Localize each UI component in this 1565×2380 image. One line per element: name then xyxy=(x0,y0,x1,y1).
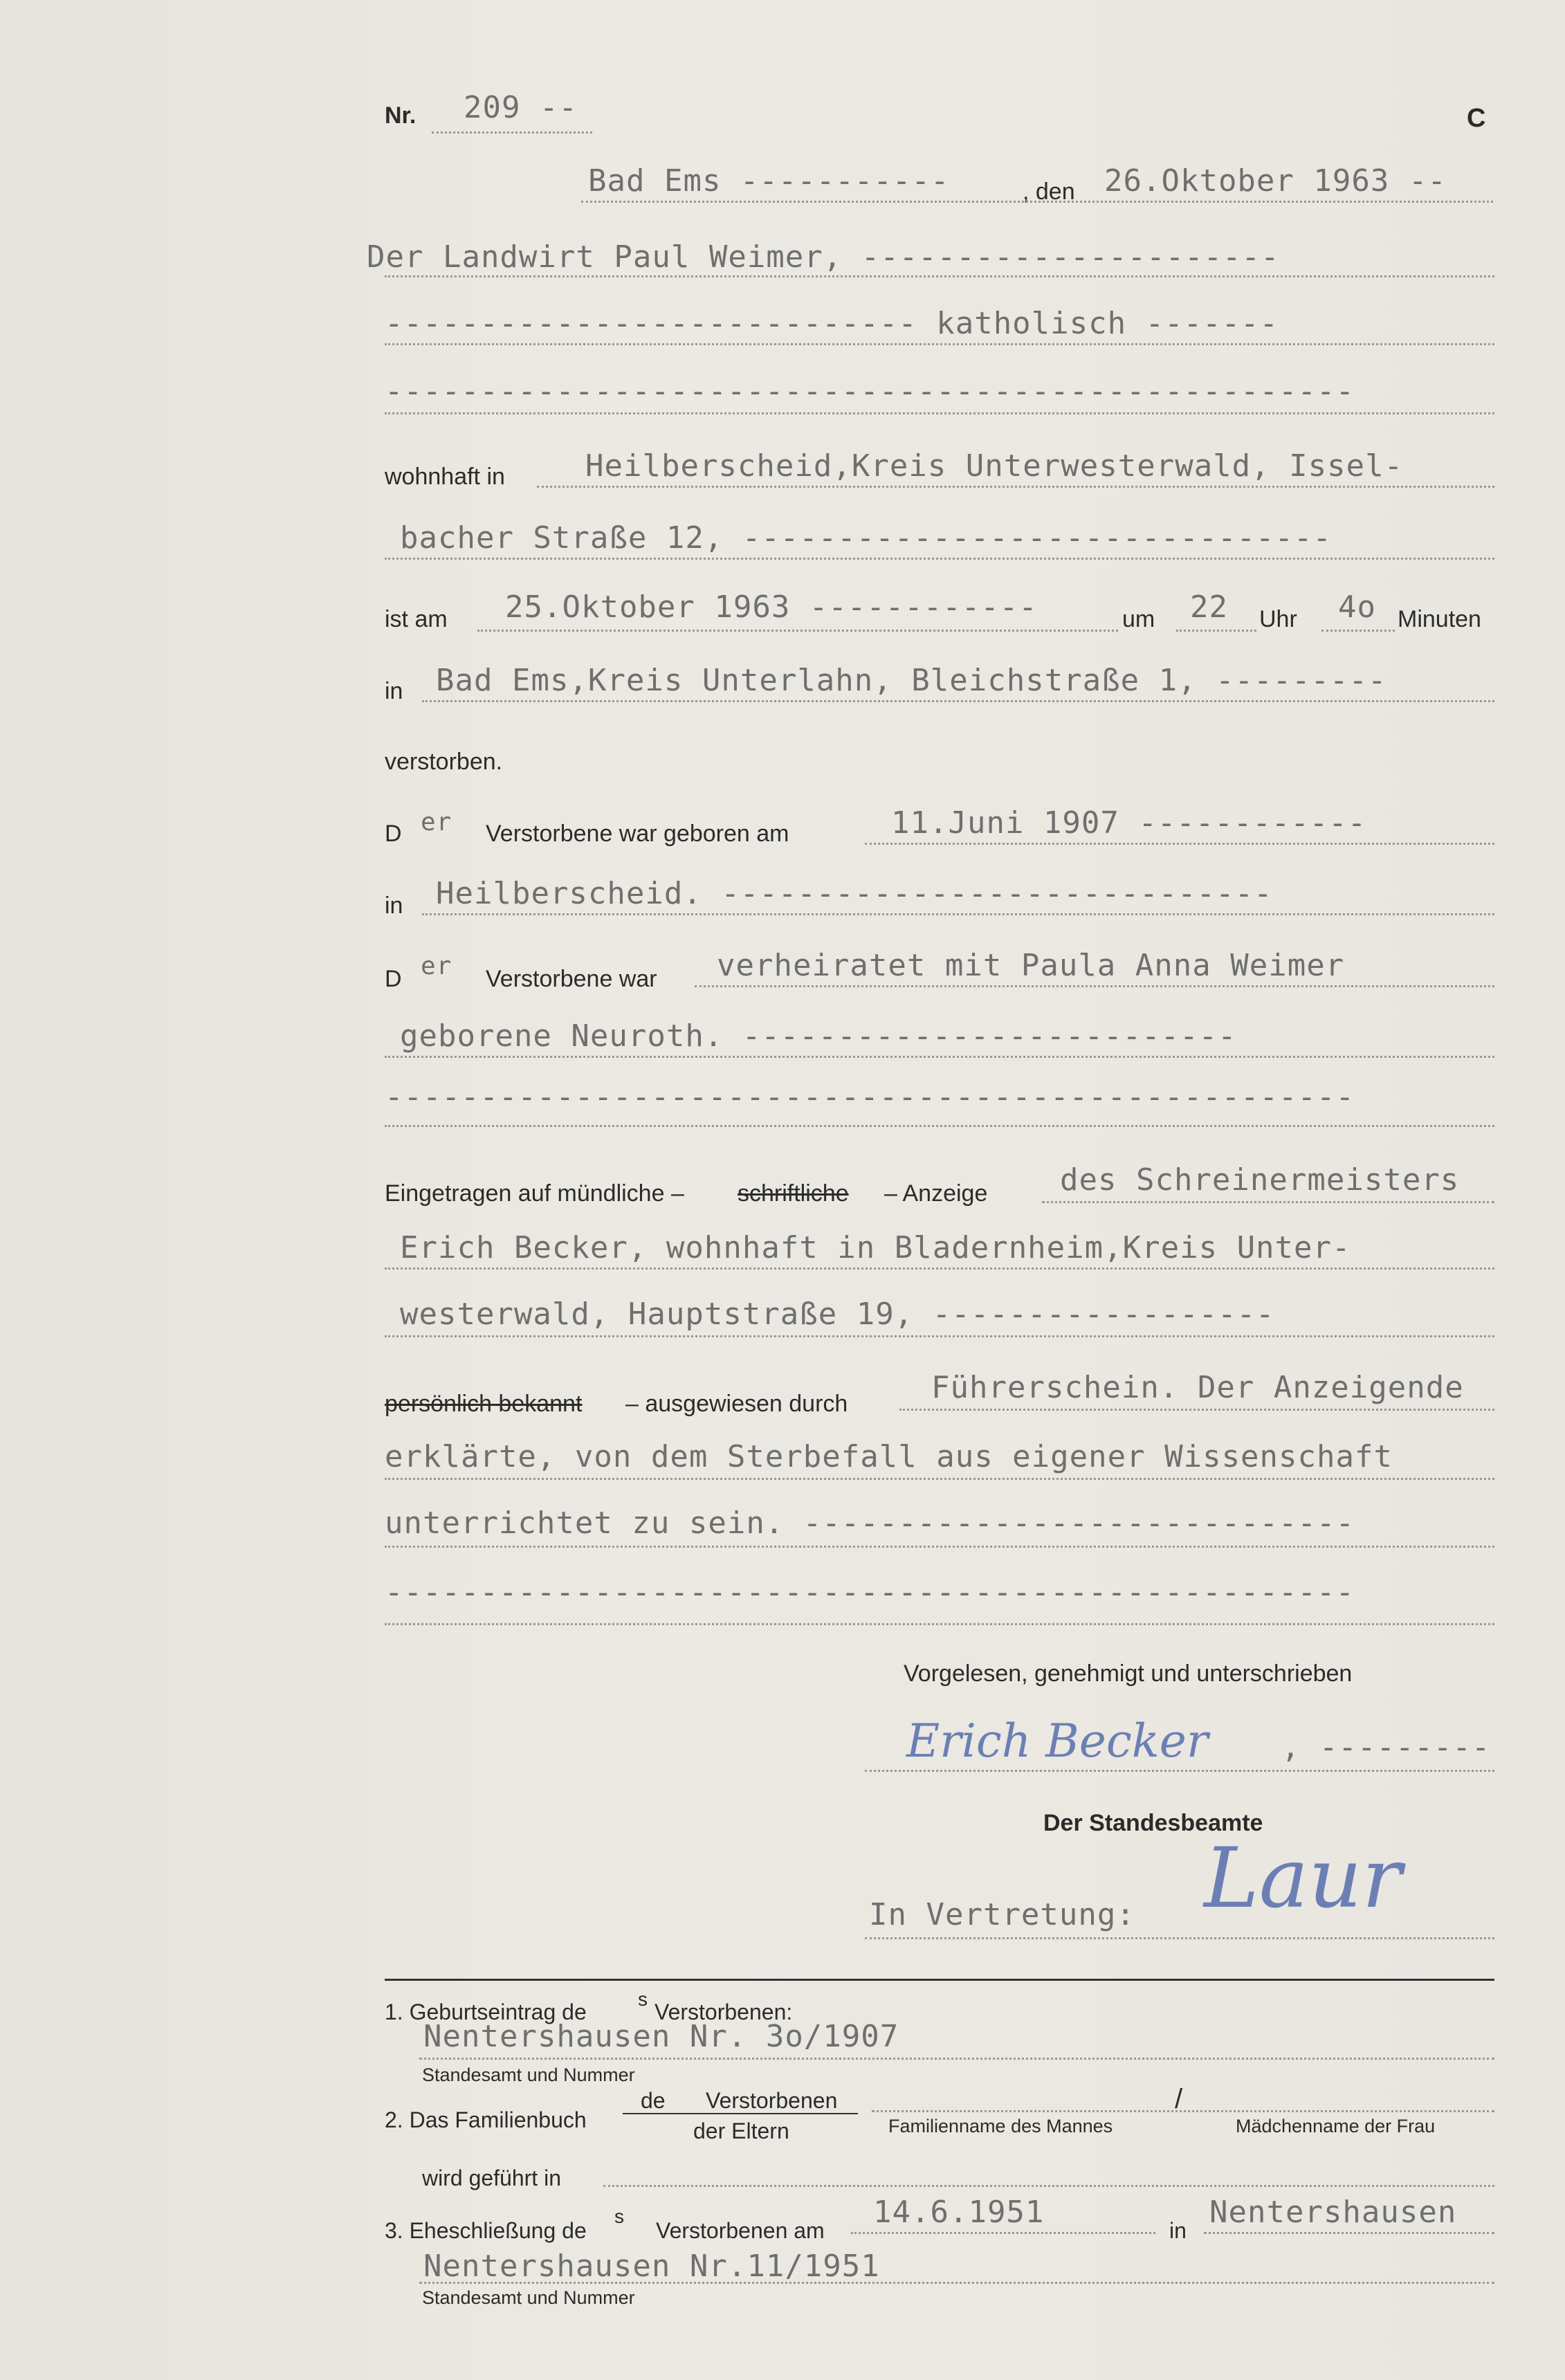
standesamt-label-2: Standesamt und Nummer xyxy=(422,2287,635,2308)
familienname-label: Familienname des Mannes xyxy=(888,2116,1113,2136)
marriage-line-2: geborene Neuroth. -------------------------- xyxy=(400,1018,1237,1054)
informant-signature: Erich Becker xyxy=(906,1714,1209,1768)
report-dotline-6 xyxy=(385,1546,1494,1548)
nr-dotline xyxy=(432,131,592,134)
ident-strike: persönlich bekannt xyxy=(385,1391,583,1417)
report-line-1: des Schreinermeisters xyxy=(1060,1162,1460,1198)
birth-place: Heilberscheid. ----------------------------- xyxy=(436,876,1273,911)
item2-fraction-line xyxy=(623,2113,858,2114)
report-line-6: unterrichtet zu sein. ----------------------------- xyxy=(385,1505,1355,1541)
item1-value: Nentershausen Nr. 3o/1907 xyxy=(423,2019,899,2054)
nr-label: Nr. xyxy=(385,102,417,129)
death-place: Bad Ems,Kreis Unterlahn, Bleichstraße 1, --------- xyxy=(436,663,1387,698)
marriage-line-1: verheiratet mit Paula Anna Weimer xyxy=(717,948,1345,983)
item3-label: 3. Eheschließung de xyxy=(385,2218,587,2243)
report-label-a: Eingetragen auf mündliche – xyxy=(385,1180,684,1207)
residence-line-1: Heilberscheid,Kreis Unterwesterwald, Issel- xyxy=(585,448,1404,484)
item2-top: Verstorbenen xyxy=(706,2088,838,2113)
item1-suffix: Verstorbenen: xyxy=(655,1999,793,2024)
birth-date-dotline xyxy=(865,843,1494,845)
report-line-7: --------------------------------------------------- xyxy=(385,1575,1355,1610)
gefuehrt-label: wird geführt in xyxy=(422,2166,561,2190)
birth-place-dotline xyxy=(422,913,1494,915)
footer-rule xyxy=(385,1979,1494,1981)
registrar-signature: Laur xyxy=(1204,1831,1402,1927)
item2-dotline xyxy=(872,2110,1494,2112)
death-date-dotline xyxy=(477,630,1118,632)
hour-dotline xyxy=(1176,630,1256,632)
deputy-label: In Vertretung: xyxy=(869,1897,1135,1932)
item3-suffix: Verstorbenen am xyxy=(656,2218,825,2243)
maedchenname-label: Mädchenname der Frau xyxy=(1236,2116,1436,2136)
minuten-label: Minuten xyxy=(1398,606,1481,632)
item3-date-dotline xyxy=(851,2232,1155,2234)
report-dotline-2 xyxy=(385,1267,1494,1270)
person-dotline-2 xyxy=(385,343,1494,345)
death-minutes: 4o xyxy=(1338,589,1376,625)
death-hour: 22 xyxy=(1190,589,1228,625)
person-dotline-3 xyxy=(385,412,1494,414)
report-dotline-1 xyxy=(1042,1201,1494,1203)
person-dotline-1 xyxy=(385,275,1494,277)
deputy-dotline xyxy=(865,1937,1494,1939)
den-label: , den xyxy=(1023,178,1075,205)
signature-dotline xyxy=(865,1770,1494,1772)
standesamt-label-1: Standesamt und Nummer xyxy=(422,2065,635,2085)
residence-line-2: bacher Straße 12, ------------------------------- xyxy=(400,520,1333,556)
item1-label: 1. Geburtseintrag de xyxy=(385,1999,587,2024)
residence-dotline-1 xyxy=(537,486,1494,488)
item2-bottom: der Eltern xyxy=(693,2118,789,2143)
birth-in-label: in xyxy=(385,892,403,919)
item2-slash: / xyxy=(1175,2084,1183,2114)
report-dotline-3 xyxy=(385,1335,1494,1337)
report-line-2: Erich Becker, wohnhaft in Bladernheim,Kreis Unter- xyxy=(400,1230,1351,1265)
marriage-dotline-1 xyxy=(695,985,1494,987)
residence-dotline-2 xyxy=(385,558,1494,560)
read-approved-label: Vorgelesen, genehmigt und unterschrieben xyxy=(904,1660,1353,1687)
item2-top-prefix: de xyxy=(641,2088,666,2113)
um-label: um xyxy=(1122,606,1155,632)
item3-dotline xyxy=(419,2282,1494,2284)
report-dotline-7 xyxy=(385,1623,1494,1625)
item3-sup: s xyxy=(614,2206,624,2227)
marriage-dotline-3 xyxy=(385,1125,1494,1127)
birth-er: er xyxy=(421,808,452,836)
marriage-er: er xyxy=(421,952,452,980)
uhr-label: Uhr xyxy=(1259,606,1297,632)
item1-dotline xyxy=(419,2058,1494,2060)
item3-value: Nentershausen Nr.11/1951 xyxy=(423,2249,880,2284)
item3-place-dotline xyxy=(1204,2232,1494,2234)
item3-date: 14.6.1951 xyxy=(873,2195,1045,2230)
person-line-2: ---------------------------- katholisch ------- xyxy=(385,306,1279,341)
report-line-5: erklärte, von dem Sterbefall aus eigener Wissenschaft xyxy=(385,1439,1393,1474)
registrar-label: Der Standesbeamte xyxy=(1043,1810,1263,1836)
marriage-line-3: --------------------------------------------------- xyxy=(385,1079,1355,1115)
birth-d-label: D xyxy=(385,821,402,847)
corner-mark: C xyxy=(1467,104,1486,133)
verstorben-label: verstorben. xyxy=(385,749,503,775)
report-line-3: westerwald, Hauptstraße 19, ------------------ xyxy=(400,1297,1275,1332)
ident-dotline xyxy=(899,1409,1494,1411)
gefuehrt-dotline xyxy=(603,2185,1494,2187)
ist-am-label: ist am xyxy=(385,606,448,632)
informant-dashes: , --------- xyxy=(1281,1730,1491,1765)
report-label-strike: schriftliche xyxy=(738,1180,849,1207)
item2-label: 2. Das Familienbuch xyxy=(385,2107,587,2132)
death-place-dotline xyxy=(422,700,1494,702)
birth-label: Verstorbene war geboren am xyxy=(486,821,789,847)
item3-in-label: in xyxy=(1169,2218,1187,2243)
person-line-3: --------------------------------------------------- xyxy=(385,374,1355,409)
date-dotline xyxy=(581,201,1493,203)
report-label-b: – Anzeige xyxy=(884,1180,988,1207)
date-value: 26.Oktober 1963 -- xyxy=(1104,163,1447,199)
report-dotline-5 xyxy=(385,1478,1494,1480)
marriage-label: Verstorbene war xyxy=(486,966,657,992)
birth-date: 11.Juni 1907 ------------ xyxy=(891,805,1367,841)
place-value: Bad Ems ----------- xyxy=(588,163,950,199)
minutes-dotline xyxy=(1321,630,1395,632)
death-in-label: in xyxy=(385,678,403,704)
death-date: 25.Oktober 1963 ------------ xyxy=(505,589,1038,625)
ident-label: – ausgewiesen durch xyxy=(625,1391,848,1417)
item3-place: Nentershausen xyxy=(1209,2195,1457,2230)
marriage-dotline-2 xyxy=(385,1056,1494,1058)
item1-sup: s xyxy=(638,1988,648,2010)
person-line-1: Der Landwirt Paul Weimer, ---------------------- xyxy=(367,239,1280,275)
nr-value: 209 -- xyxy=(464,90,578,125)
marriage-d-label: D xyxy=(385,966,402,992)
residence-label: wohnhaft in xyxy=(385,464,505,490)
ident-value: Führerschein. Der Anzeigende xyxy=(931,1370,1464,1405)
